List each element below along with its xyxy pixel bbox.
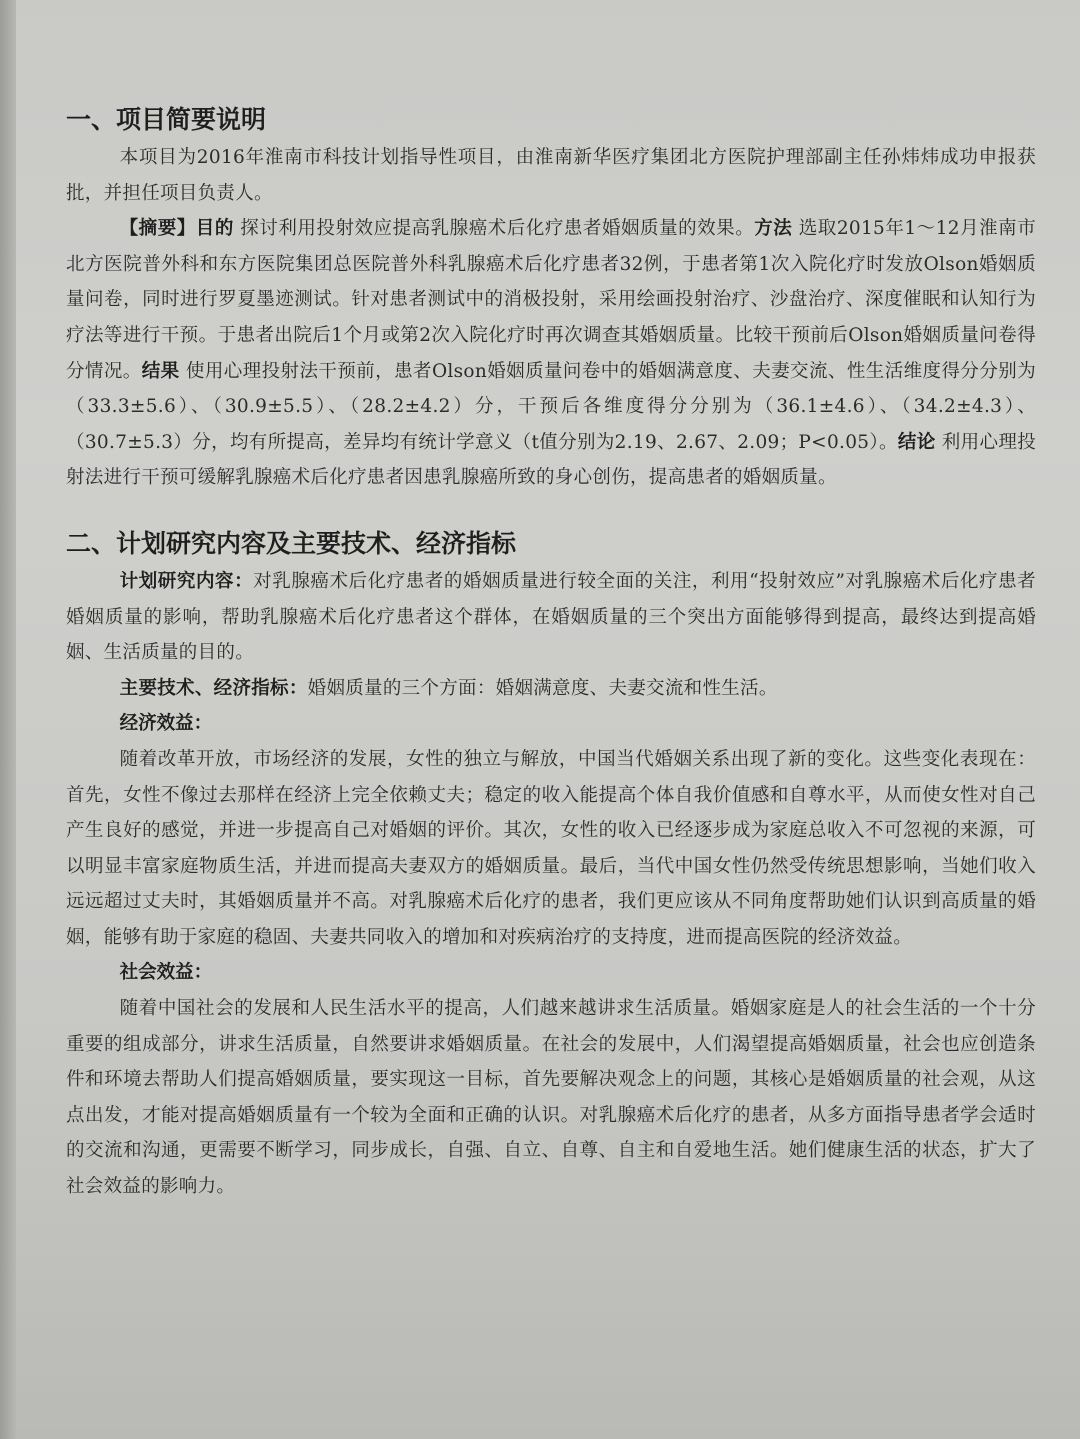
abstract-conclusion-label: 结论 bbox=[897, 431, 936, 453]
abstract-purpose-label: 目的 bbox=[195, 218, 234, 240]
social-paragraph: 随着中国社会的发展和人民生活水平的提高，人们越来越讲求生活质量。婚姻家庭是人的社会生活的一个十分重要的组成部分，讲求生活质量，自然要讲求婚姻质量。在社会的发展中，人们渴望提高婚姻质量，社会也应创造条件和环境去帮助人们提高婚姻质量，要实现这一目标，首先要解决观念上的问题，其核心是婚姻质量的社会观，从这点出发，才能对提高婚姻质量有一个较为全面和正确的认识。对乳腺癌术后化疗的患者，从多方面指导患者学会适时的交流和沟通，更需要不断学习，同步成长，自强、自立、自尊、自主和自爱地生活。她们健康生活的状态，扩大了社会效益的影响力。 bbox=[66, 998, 1036, 1198]
abstract-method-label: 方法 bbox=[754, 218, 793, 240]
section-1-title: 一、项目简要说明 bbox=[66, 105, 267, 134]
econ-label: 经济效益： bbox=[119, 713, 213, 735]
social-heading bbox=[66, 955, 1036, 991]
abstract-paragraph bbox=[66, 211, 1036, 496]
tech-paragraph bbox=[66, 671, 1036, 707]
tech-label: 主要技术、经济指标： bbox=[119, 677, 308, 699]
abstract-method-text: 选取2015年1～12月淮南市北方医院普外科和东方医院集团总医院普外科乳腺癌术后化疗患者32例，于患者第1次入院化疗时发放Olson婚姻质量问卷，同时进行罗夏墨迹测试。针对患者测试中的消极投射，采用绘画投射治疗、沙盘治疗、深度催眠和认知行为疗法等进行干预。于患者出院后1个月或第2次入院化疗时再次调查其婚姻质量。比较干预前后Olson婚姻质量问卷得分情况。 bbox=[66, 218, 1036, 382]
econ-paragraph: 随着改革开放，市场经济的发展，女性的独立与解放，中国当代婚姻关系出现了新的变化。这些变化表现在：首先，女性不像过去那样在经济上完全依赖丈夫；稳定的收入能提高个体自我价值感和自尊水平，从而使女性对自己产生良好的感觉，并进一步提高自己对婚姻的评价。其次，女性的收入已经逐步成为家庭总收入不可忽视的来源，可以明显丰富家庭物质生活，并进而提高夫妻双方的婚姻质量。最后，当代中国女性仍然受传统思想影响，当她们收入远远超过丈夫时，其婚姻质量并不高。对乳腺癌术后化疗的患者，我们更应该从不同角度帮助她们认识到高质量的婚姻，能够有助于家庭的稳固、夫妻共同收入的增加和对疾病治疗的支持度，进而提高医院的经济效益。 bbox=[66, 748, 1036, 948]
tech-text: 婚姻质量的三个方面：婚姻满意度、夫妻交流和性生活。 bbox=[307, 677, 778, 699]
section-2-title: 二、计划研究内容及主要技术、经济指标 bbox=[66, 528, 517, 558]
abstract-result-label: 结果 bbox=[141, 360, 180, 382]
plan-paragraph bbox=[66, 564, 1036, 671]
abstract-label: 【摘要】 bbox=[119, 218, 196, 240]
section-spacer bbox=[66, 496, 1036, 524]
project-intro: 本项目为2016年淮南市科技计划指导性项目，由淮南新华医疗集团北方医院护理部副主任孙炜炜成功申报获批，并担任项目负责人。 bbox=[66, 147, 1036, 204]
abstract-result-text: 使用心理投射法干预前，患者Olson婚姻质量问卷中的婚姻满意度、夫妻交流、性生活维度得分分别为（33.3±5.6）、（30.9±5.5）、（28.2±4.2）分，干预后各维度得分分别为（36.1±4.6）、（34.2±4.3）、（30.7±5.3）分，均有所提高，差异均有统计学意义（t值分别为2.19、2.67、2.09；P<0.05）。 bbox=[66, 360, 1036, 453]
social-label: 社会效益： bbox=[119, 962, 213, 984]
plan-text: 对乳腺癌术后化疗患者的婚姻质量进行较全面的关注，利用“投射效应”对乳腺癌术后化疗患者婚姻质量的影响，帮助乳腺癌术后化疗患者这个群体，在婚姻质量的三个突出方面能够得到提高，最终达到提高婚姻、生活质量的目的。 bbox=[66, 570, 1036, 664]
plan-label: 计划研究内容： bbox=[119, 570, 254, 592]
page-left-edge bbox=[0, 0, 16, 1439]
document-content bbox=[66, 100, 1036, 1205]
abstract-purpose-text: 探讨利用投射效应提高乳腺癌术后化疗患者婚姻质量的效果。 bbox=[233, 218, 755, 240]
econ-heading bbox=[66, 706, 1036, 742]
abstract-conclusion-text: 利用心理投射法进行干预可缓解乳腺癌术后化疗患者因患乳腺癌所致的身心创伤，提高患者的婚姻质量。 bbox=[66, 431, 1036, 489]
